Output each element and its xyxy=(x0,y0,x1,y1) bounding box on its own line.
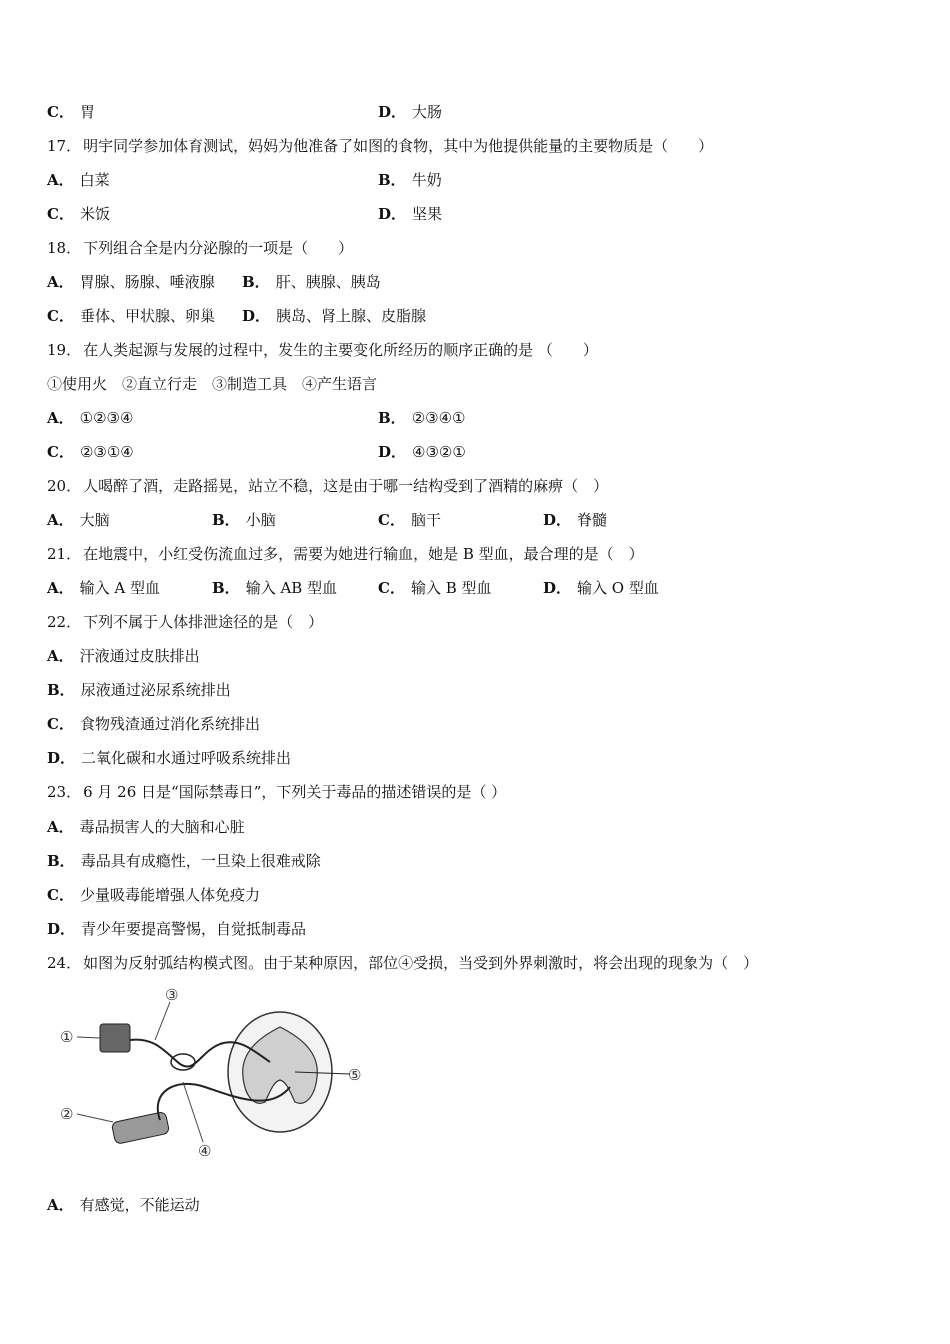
question-19-items: ①使用火 ②直立行走 ③制造工具 ④产生语言 xyxy=(47,375,378,393)
question-24: 24． 如图为反射弧结构模式图。由于某种原因，部位④受损，当受到外界刺激时，将会出现的现象为（ ） xyxy=(47,954,759,972)
option-20a: A． 大脑 xyxy=(47,511,110,529)
option-21c: C． 输入 B 型血 xyxy=(378,579,492,597)
option-24a: A． 有感觉，不能运动 xyxy=(47,1196,200,1214)
option-19d: D． ④③②① xyxy=(378,443,466,461)
option-23c: C． 少量吸毒能增强人体免疫力 xyxy=(47,886,260,904)
question-21: 21． 在地震中，小红受伤流血过多，需要为她进行输血，她是 B 型血，最合理的是（ ） xyxy=(47,545,644,563)
option-20c: C． 脑干 xyxy=(378,511,441,529)
label-line-2 xyxy=(77,1114,113,1122)
diagram-label-4: ④ xyxy=(198,1142,212,1160)
question-18: 18． 下列组合全是内分泌腺的一项是（ ） xyxy=(47,239,354,257)
effector xyxy=(111,1111,169,1144)
label-line-1 xyxy=(77,1037,100,1038)
option-17a: A． 白菜 xyxy=(47,171,110,189)
ganglion xyxy=(171,1054,195,1070)
option-16c: C． 胃 xyxy=(47,103,95,121)
option-21d: D． 输入 O 型血 xyxy=(543,579,659,597)
option-23d: D． 青少年要提高警惕，自觉抵制毒品 xyxy=(47,920,307,938)
option-22d: D． 二氧化碳和水通过呼吸系统排出 xyxy=(47,749,292,767)
label-line-4 xyxy=(183,1082,203,1142)
label-line-3 xyxy=(155,1002,170,1040)
diagram-label-2: ② xyxy=(60,1105,74,1123)
option-18c: C． 垂体、甲状腺、卵巢 xyxy=(47,307,215,325)
diagram-label-3: ③ xyxy=(165,986,179,1004)
option-23b: B． 毒品具有成瘾性，一旦染上很难戒除 xyxy=(47,852,321,870)
question-23: 23． 6 月 26 日是“国际禁毒日”，下列关于毒品的描述错误的是（ ） xyxy=(47,783,507,801)
option-22c: C． 食物残渣通过消化系统排出 xyxy=(47,715,260,733)
option-21a: A． 输入 A 型血 xyxy=(47,579,161,597)
option-18d: D． 胰岛、肾上腺、皮脂腺 xyxy=(242,307,427,325)
question-20: 20． 人喝醉了酒，走路摇晃，站立不稳，这是由于哪一结构受到了酒精的麻痹（ ） xyxy=(47,477,609,495)
option-17d: D． 坚果 xyxy=(378,205,443,223)
question-19: 19． 在人类起源与发展的过程中，发生的主要变化所经历的顺序正确的是 （ ） xyxy=(47,341,598,359)
option-17c: C． 米饭 xyxy=(47,205,110,223)
option-17b: B． 牛奶 xyxy=(378,171,442,189)
option-20d: D． 脊髓 xyxy=(543,511,608,529)
question-17: 17． 明宇同学参加体育测试，妈妈为他准备了如图的食物，其中为他提供能量的主要物质是（ ） xyxy=(47,137,714,155)
option-18a: A． 胃腺、肠腺、唾液腺 xyxy=(47,273,215,291)
option-21b: B． 输入 AB 型血 xyxy=(212,579,338,597)
option-22a: A． 汗液通过皮肤排出 xyxy=(47,647,200,665)
option-16d: D． 大肠 xyxy=(378,103,443,121)
option-19a: A． ①②③④ xyxy=(47,409,134,427)
option-19c: C． ②③①④ xyxy=(47,443,134,461)
receptor xyxy=(100,1024,130,1052)
option-19b: B． ②③④① xyxy=(378,409,466,427)
reflex-arc-diagram xyxy=(55,982,375,1167)
question-22: 22． 下列不属于人体排泄途径的是（ ） xyxy=(47,613,324,631)
option-23a: A． 毒品损害人的大脑和心脏 xyxy=(47,818,245,836)
option-20b: B． 小脑 xyxy=(212,511,276,529)
diagram-label-1: ① xyxy=(60,1028,74,1046)
option-22b: B． 尿液通过泌尿系统排出 xyxy=(47,681,231,699)
diagram-label-5: ⑤ xyxy=(348,1066,362,1084)
option-18b: B． 肝、胰腺、胰岛 xyxy=(242,273,381,291)
